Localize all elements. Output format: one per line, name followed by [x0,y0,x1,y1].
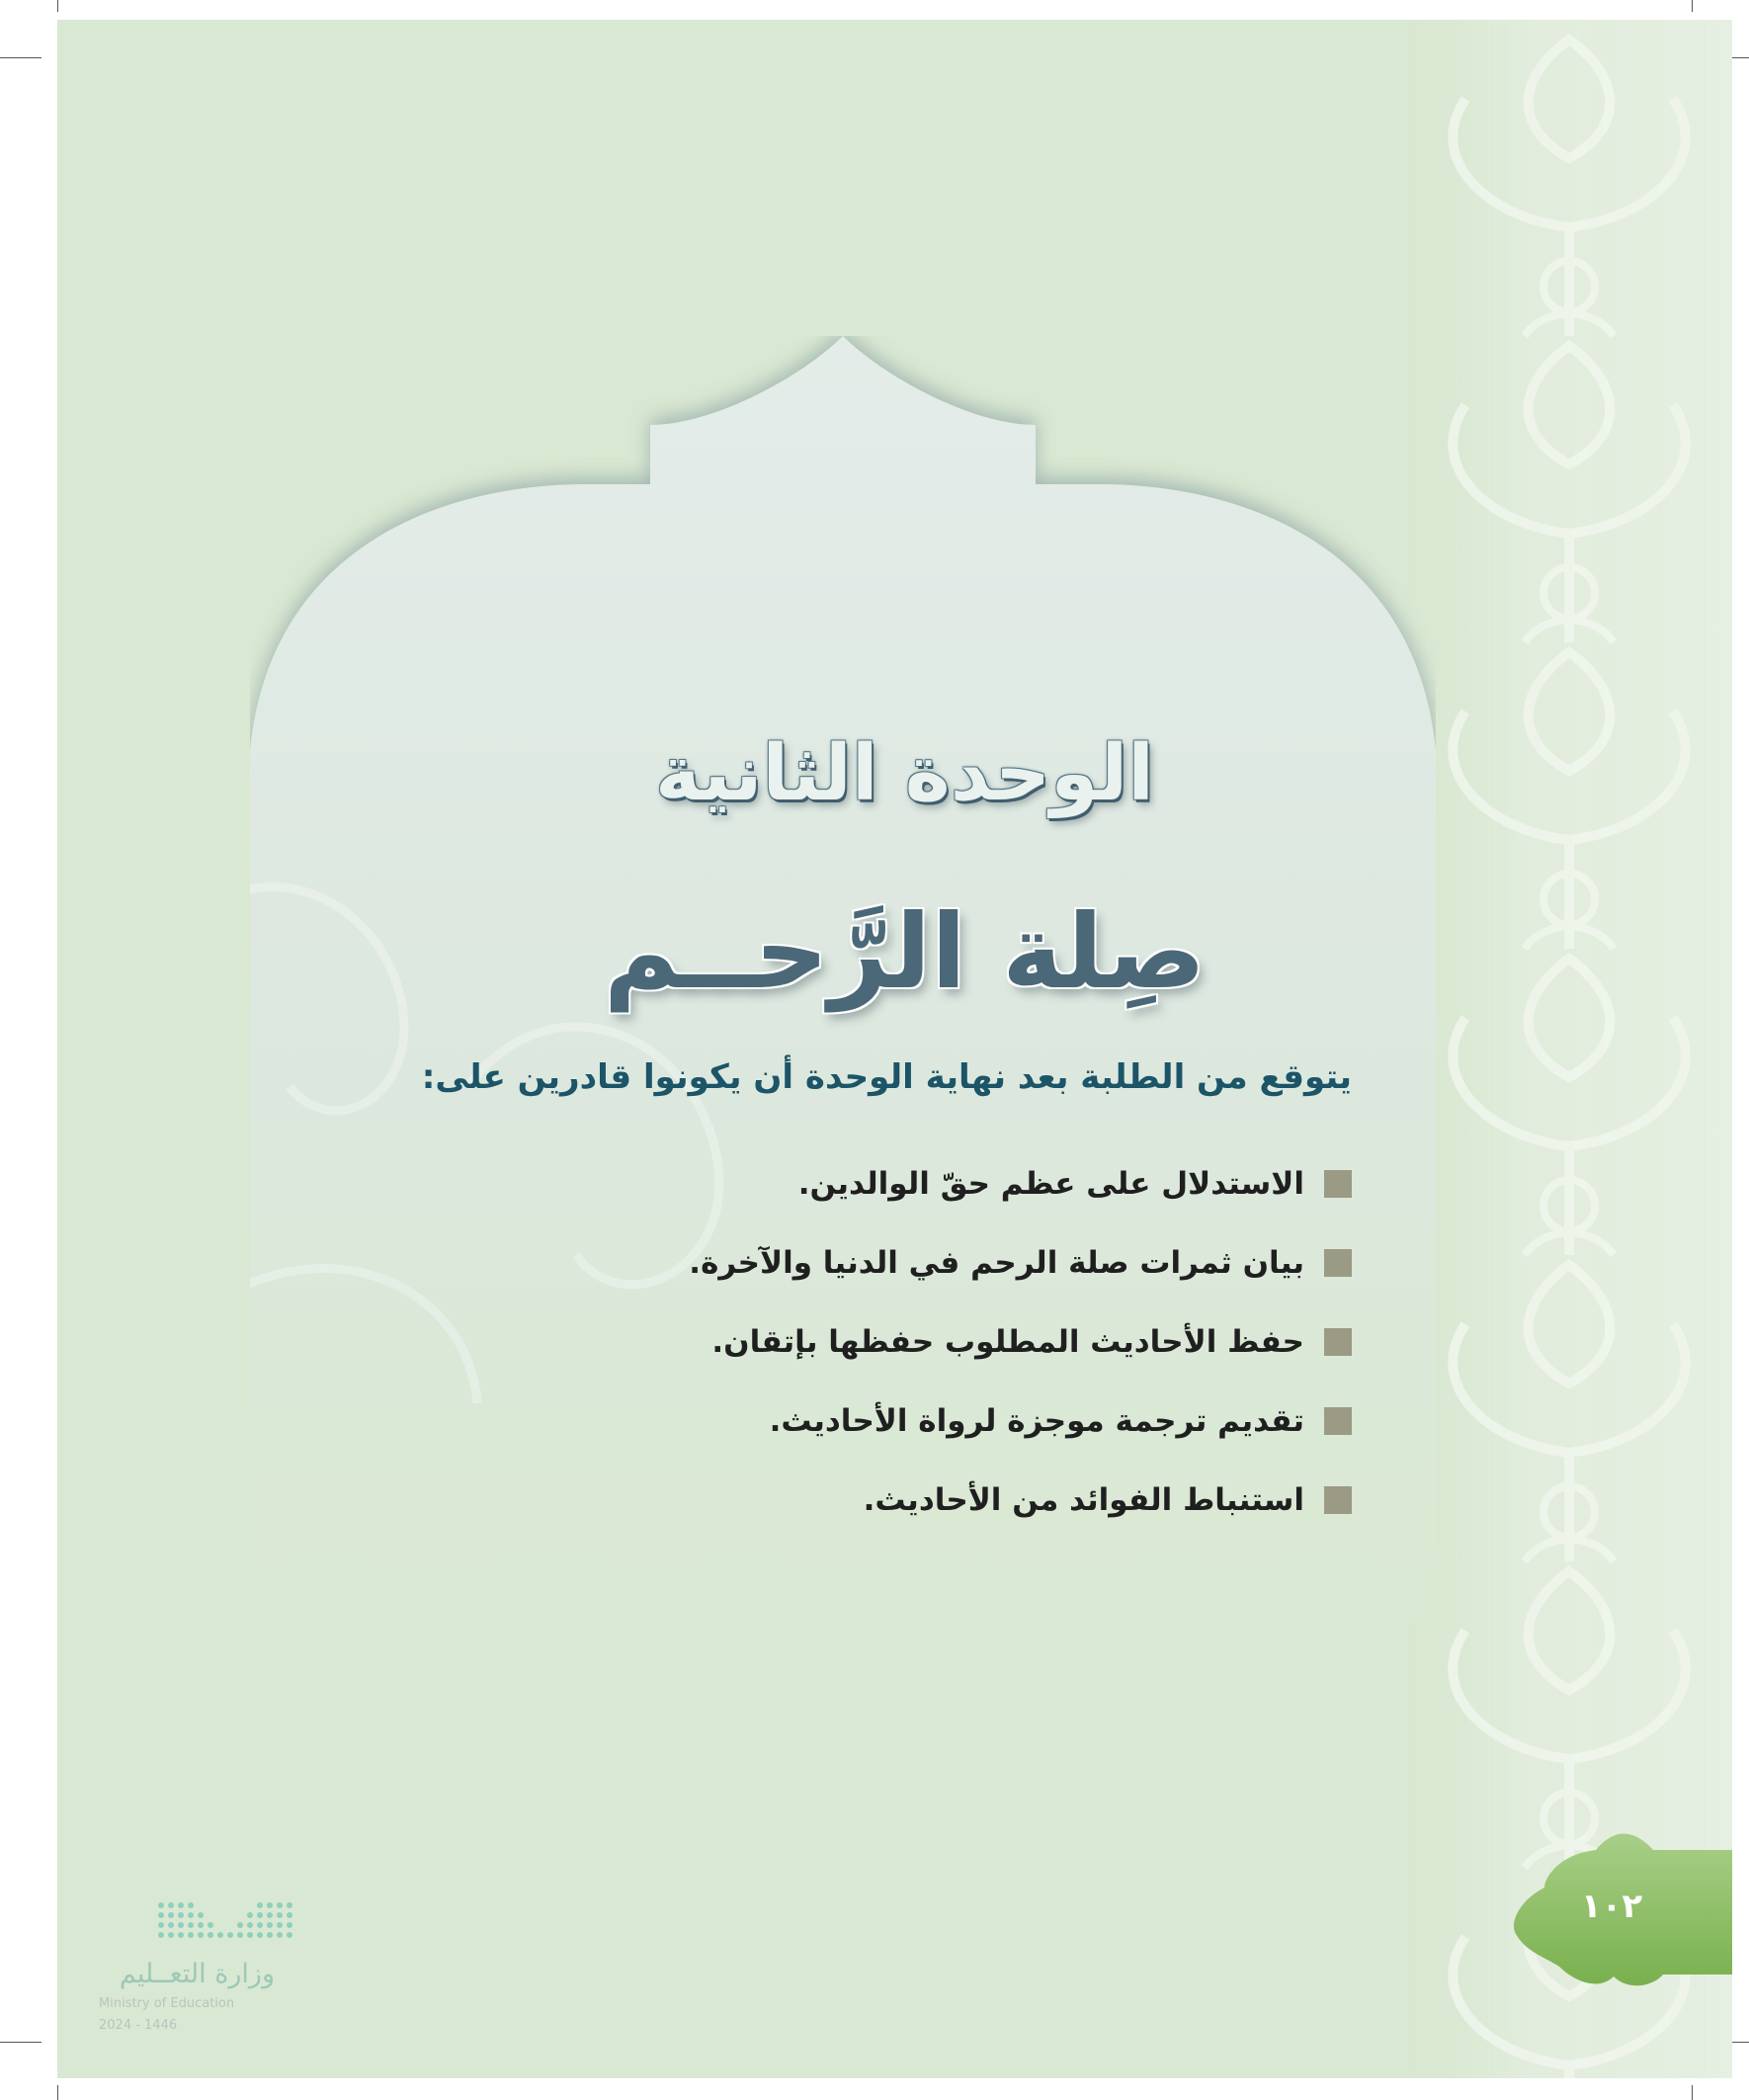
objectives-list [689,1144,1352,1540]
ministry-logo-icon [151,1897,299,1947]
objective-text: حفظ الأحاديث المطلوب حفظها بإتقان. [711,1324,1304,1360]
square-bullet-icon [1324,1328,1352,1356]
objective-item [689,1144,1352,1223]
edition-year: 2024 - 1446 [99,2018,178,2033]
objective-text: تقديم ترجمة موجزة لرواة الأحاديث. [769,1403,1304,1439]
objectives-intro: يتوقع من الطلبة بعد نهاية الوحدة أن يكونوا قادرين على: [421,1057,1352,1097]
page-background [57,20,1732,2078]
crop-mark [0,57,42,58]
square-bullet-icon [1324,1407,1352,1435]
square-bullet-icon [1324,1170,1352,1198]
ministry-name-english: Ministry of Education [99,1996,235,2011]
objective-text: استنباط الفوائد من الأحاديث. [863,1482,1304,1518]
unit-name: صِلة الرَّحــم [603,891,1207,1012]
crop-mark [0,2042,42,2043]
unit-title: الوحدة الثانية [655,729,1154,818]
objective-text: الاستدلال على عظم حقّ الوالدين. [797,1166,1304,1202]
objective-item [689,1461,1352,1540]
page-number: ١٠٢ [1580,1887,1643,1926]
objective-text: بيان ثمرات صلة الرحم في الدنيا والآخرة. [689,1245,1304,1281]
crop-mark [1692,0,1693,12]
objective-item [689,1223,1352,1302]
arabesque-pattern [1406,20,1732,2078]
ministry-name-arabic: وزارة التعــليم [119,1959,275,1989]
crop-mark [57,0,58,12]
objective-item [689,1302,1352,1382]
crop-mark [57,2085,58,2100]
square-bullet-icon [1324,1486,1352,1514]
objective-item [689,1382,1352,1461]
square-bullet-icon [1324,1249,1352,1277]
crop-mark [1692,2085,1693,2100]
